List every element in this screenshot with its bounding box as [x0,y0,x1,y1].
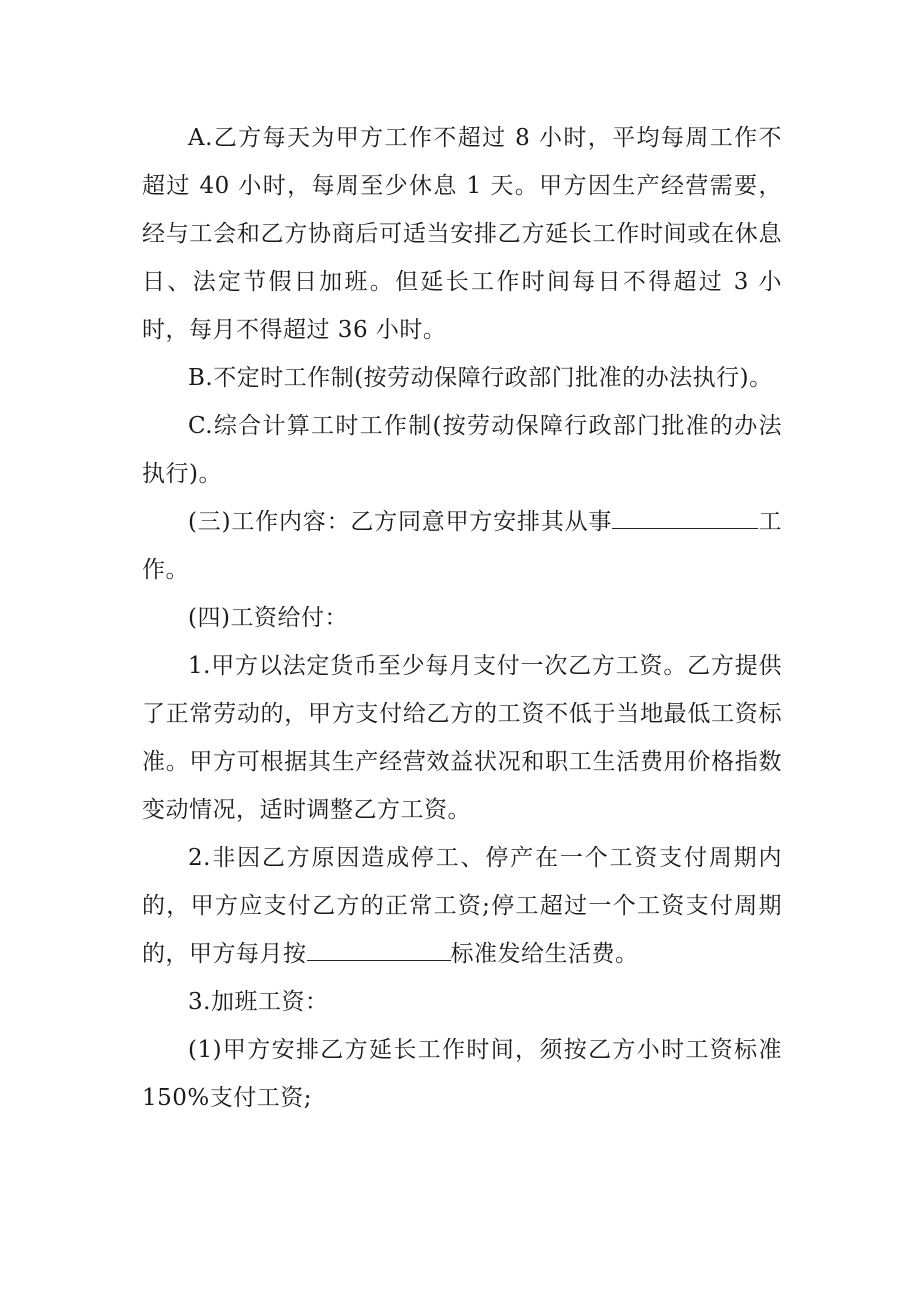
section-heading-wage-payment: (四)工资给付： [188,605,348,631]
paragraph-working-hours-a: A.乙方每天为甲方工作不超过 8 小时，平均每周工作不超过 40 小时，每周至少休息 1 天。甲方因生产经营需要，经与工会和乙方协商后可适当安排乙方延长工作时间或在休息日、法定节假日加班。但延长工作时间每日不得超过 3 小时，每月不得超过 36 小时。 [142,125,782,343]
work-content-blank [612,502,758,529]
paragraph-working-hours-c: C.综合计算工时工作制(按劳动保障行政部门批准的办法执行)。 [142,413,782,487]
document-body [142,114,782,1122]
work-content-suffix: 工作。 [142,509,783,583]
work-content-text: (三)工作内容：乙方同意甲方安排其从事 [188,509,613,535]
wage-item-2-text: 2.非因乙方原因造成停工、停产在一个工资支付周期内的，甲方应支付乙方的正常工资;停工超过一个工资支付周期的，甲方每月按 [142,845,782,967]
paragraph-wage-item-2 [142,834,782,978]
paragraph-wage-item-1: 1.甲方以法定货币至少每月支付一次乙方工资。乙方提供了正常劳动的，甲方支付给乙方的工资不低于当地最低工资标准。甲方可根据其生产经营效益状况和职工生活费用价格指数变动情况，适时调整乙方工资。 [142,653,782,823]
paragraph-work-content [142,498,782,594]
paragraph-overtime-heading: 3.加班工资： [188,989,329,1015]
paragraph-working-hours-b: B.不定时工作制(按劳动保障行政部门批准的办法执行)。 [188,365,773,391]
living-allowance-blank [307,934,451,961]
paragraph-overtime-item-1: (1)甲方安排乙方延长工作时间，须按乙方小时工资标准 150%支付工资; [142,1037,782,1111]
wage-item-2-suffix: 标准发给生活费。 [450,941,639,967]
